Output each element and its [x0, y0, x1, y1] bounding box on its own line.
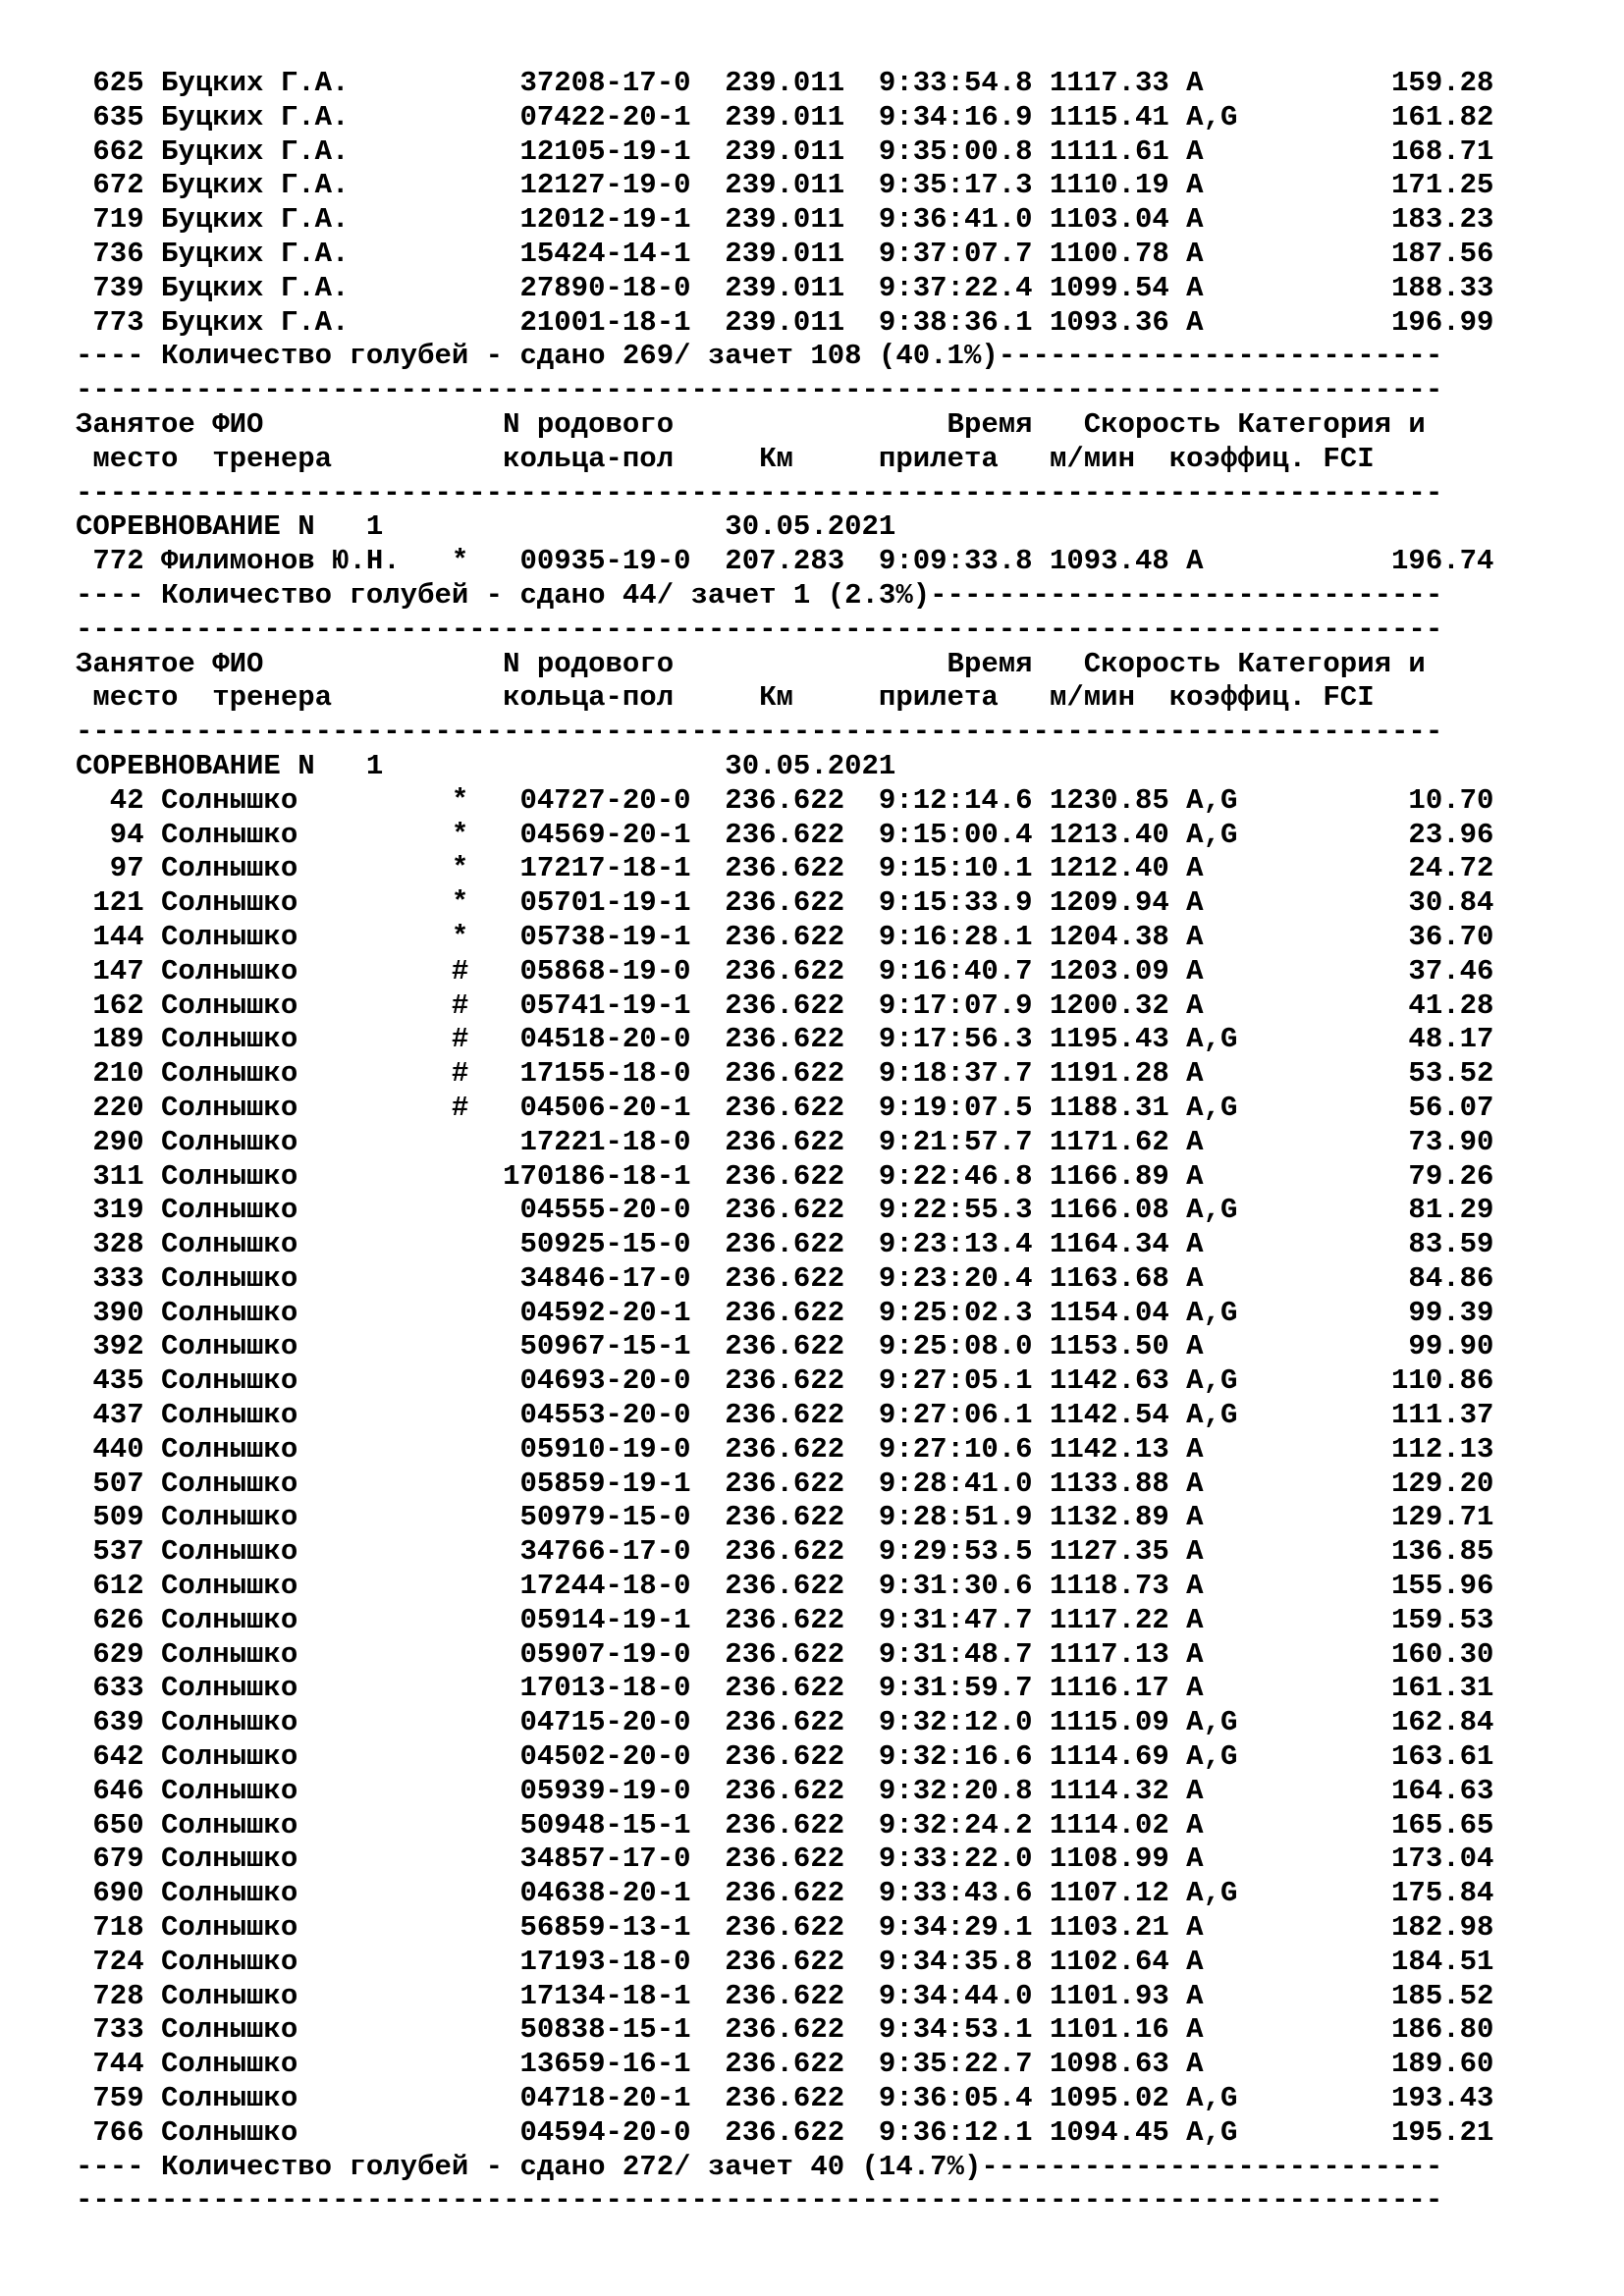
result-row: 290 Солнышко 17221-18-0 236.622 9:21:57.7 1171.62 A 73.90 [76, 1125, 1494, 1158]
result-row: 507 Солнышко 05859-19-1 236.622 9:28:41.0 1133.88 A 129.20 [76, 1467, 1494, 1500]
result-row: 733 Солнышко 50838-15-1 236.622 9:34:53.1 1101.16 A 186.80 [76, 2013, 1494, 2047]
result-row: 766 Солнышко 04594-20-0 236.622 9:36:12.1 1094.45 A,G 195.21 [76, 2115, 1494, 2149]
result-row: 690 Солнышко 04638-20-1 236.622 9:33:43.6 1107.12 A,G 175.84 [76, 1877, 1494, 1910]
result-row: 509 Солнышко 50979-15-0 236.622 9:28:51.9 1132.89 A 129.71 [76, 1501, 1494, 1534]
column-header-line-2: место тренера кольца-пол Км прилета м/мин коэффиц. FCI [76, 681, 1375, 715]
divider-line: -------------------------------------------------------------------------------- [76, 613, 1443, 646]
result-row: 319 Солнышко 04555-20-0 236.622 9:22:55.3 1166.08 A,G 81.29 [76, 1194, 1494, 1227]
result-row: 311 Солнышко 170186-18-1 236.622 9:22:46.8 1166.89 A 79.26 [76, 1159, 1494, 1193]
result-row: 440 Солнышко 05910-19-0 236.622 9:27:10.6 1142.13 A 112.13 [76, 1432, 1494, 1466]
result-row: 94 Солнышко * 04569-20-1 236.622 9:15:00.4 1213.40 A,G 23.96 [76, 818, 1494, 851]
result-row: 728 Солнышко 17134-18-1 236.622 9:34:44.0 1101.93 A 185.52 [76, 1979, 1494, 2012]
result-row: 773 Буцких Г.А. 21001-18-1 239.011 9:38:36.1 1093.36 A 196.99 [76, 305, 1494, 339]
result-row: 392 Солнышко 50967-15-1 236.622 9:25:08.0 1153.50 A 99.90 [76, 1330, 1494, 1363]
result-row: 635 Буцких Г.А. 07422-20-1 239.011 9:34:16.9 1115.41 A,G 161.82 [76, 100, 1494, 133]
result-row: 629 Солнышко 05907-19-0 236.622 9:31:48.7 1117.13 A 160.30 [76, 1637, 1494, 1671]
result-row: 189 Солнышко # 04518-20-0 236.622 9:17:56.3 1195.43 A,G 48.17 [76, 1023, 1494, 1056]
result-row: 333 Солнышко 34846-17-0 236.622 9:23:20.4 1163.68 A 84.86 [76, 1261, 1494, 1295]
result-row: 220 Солнышко # 04506-20-1 236.622 9:19:07.5 1188.31 A,G 56.07 [76, 1091, 1494, 1124]
summary-line: ---- Количество голубей - сдано 44/ зачет 1 (2.3%)------------------------------ [76, 578, 1443, 612]
result-row: 718 Солнышко 56859-13-1 236.622 9:34:29.1 1103.21 A 182.98 [76, 1911, 1494, 1945]
result-row: 633 Солнышко 17013-18-0 236.622 9:31:59.7 1116.17 A 161.31 [76, 1672, 1494, 1705]
results-sheet [76, 67, 1548, 2218]
result-row: 121 Солнышко * 05701-19-1 236.622 9:15:33.9 1209.94 A 30.84 [76, 886, 1494, 920]
result-row: 772 Филимонов Ю.Н. * 00935-19-0 207.283 9:09:33.8 1093.48 A 196.74 [76, 545, 1494, 578]
divider-line: -------------------------------------------------------------------------------- [76, 374, 1443, 407]
column-header-line-1: Занятое ФИО N родового Время Скорость Категория и [76, 407, 1426, 441]
result-row: 612 Солнышко 17244-18-0 236.622 9:31:30.6 1118.73 A 155.96 [76, 1570, 1494, 1603]
result-row: 328 Солнышко 50925-15-0 236.622 9:23:13.4 1164.34 A 83.59 [76, 1228, 1494, 1261]
result-row: 390 Солнышко 04592-20-1 236.622 9:25:02.3 1154.04 A,G 99.39 [76, 1296, 1494, 1329]
column-header-line-1: Занятое ФИО N родового Время Скорость Категория и [76, 647, 1426, 680]
competition-heading: СОРЕВНОВАНИЕ N 1 30.05.2021 [76, 510, 896, 544]
result-row: 646 Солнышко 05939-19-0 236.622 9:32:20.8 1114.32 A 164.63 [76, 1774, 1494, 1807]
result-row: 537 Солнышко 34766-17-0 236.622 9:29:53.5 1127.35 A 136.85 [76, 1535, 1494, 1569]
result-row: 736 Буцких Г.А. 15424-14-1 239.011 9:37:07.7 1100.78 A 187.56 [76, 237, 1494, 270]
result-row: 759 Солнышко 04718-20-1 236.622 9:36:05.4 1095.02 A,G 193.43 [76, 2082, 1494, 2115]
result-row: 672 Буцких Г.А. 12127-19-0 239.011 9:35:17.3 1110.19 A 171.25 [76, 169, 1494, 202]
summary-line: ---- Количество голубей - сдано 272/ зачет 40 (14.7%)--------------------------- [76, 2150, 1443, 2183]
result-row: 744 Солнышко 13659-16-1 236.622 9:35:22.7 1098.63 A 189.60 [76, 2048, 1494, 2081]
result-row: 639 Солнышко 04715-20-0 236.622 9:32:12.0 1115.09 A,G 162.84 [76, 1706, 1494, 1739]
summary-line: ---- Количество голубей - сдано 269/ зачет 108 (40.1%)-------------------------- [76, 340, 1443, 373]
result-row: 739 Буцких Г.А. 27890-18-0 239.011 9:37:22.4 1099.54 A 188.33 [76, 271, 1494, 304]
result-row: 719 Буцких Г.А. 12012-19-1 239.011 9:36:41.0 1103.04 A 183.23 [76, 203, 1494, 237]
result-row: 144 Солнышко * 05738-19-1 236.622 9:16:28.1 1204.38 A 36.70 [76, 920, 1494, 953]
result-row: 625 Буцких Г.А. 37208-17-0 239.011 9:33:54.8 1117.33 A 159.28 [76, 67, 1494, 99]
result-row: 642 Солнышко 04502-20-0 236.622 9:32:16.6 1114.69 A,G 163.61 [76, 1740, 1494, 1774]
result-row: 97 Солнышко * 17217-18-1 236.622 9:15:10.1 1212.40 A 24.72 [76, 852, 1494, 885]
result-row: 650 Солнышко 50948-15-1 236.622 9:32:24.2 1114.02 A 165.65 [76, 1808, 1494, 1842]
result-row: 724 Солнышко 17193-18-0 236.622 9:34:35.8 1102.64 A 184.51 [76, 1945, 1494, 1978]
column-header-line-2: место тренера кольца-пол Км прилета м/мин коэффиц. FCI [76, 442, 1375, 475]
result-row: 679 Солнышко 34857-17-0 236.622 9:33:22.0 1108.99 A 173.04 [76, 1842, 1494, 1876]
competition-heading: СОРЕВНОВАНИЕ N 1 30.05.2021 [76, 749, 896, 782]
result-row: 42 Солнышко * 04727-20-0 236.622 9:12:14.6 1230.85 A,G 10.70 [76, 783, 1494, 817]
result-row: 435 Солнышко 04693-20-0 236.622 9:27:05.1 1142.63 A,G 110.86 [76, 1364, 1494, 1398]
result-row: 162 Солнышко # 05741-19-1 236.622 9:17:07.9 1200.32 A 41.28 [76, 988, 1494, 1022]
result-row: 662 Буцких Г.А. 12105-19-1 239.011 9:35:00.8 1111.61 A 168.71 [76, 134, 1494, 168]
divider-line: -------------------------------------------------------------------------------- [76, 476, 1443, 509]
result-row: 626 Солнышко 05914-19-1 236.622 9:31:47.7 1117.22 A 159.53 [76, 1603, 1494, 1636]
divider-line: -------------------------------------------------------------------------------- [76, 716, 1443, 749]
result-row: 210 Солнышко # 17155-18-0 236.622 9:18:37.7 1191.28 A 53.52 [76, 1057, 1494, 1091]
result-row: 437 Солнышко 04553-20-0 236.622 9:27:06.1 1142.54 A,G 111.37 [76, 1399, 1494, 1432]
result-row: 147 Солнышко # 05868-19-0 236.622 9:16:40.7 1203.09 A 37.46 [76, 954, 1494, 988]
divider-line: -------------------------------------------------------------------------------- [76, 2184, 1443, 2217]
